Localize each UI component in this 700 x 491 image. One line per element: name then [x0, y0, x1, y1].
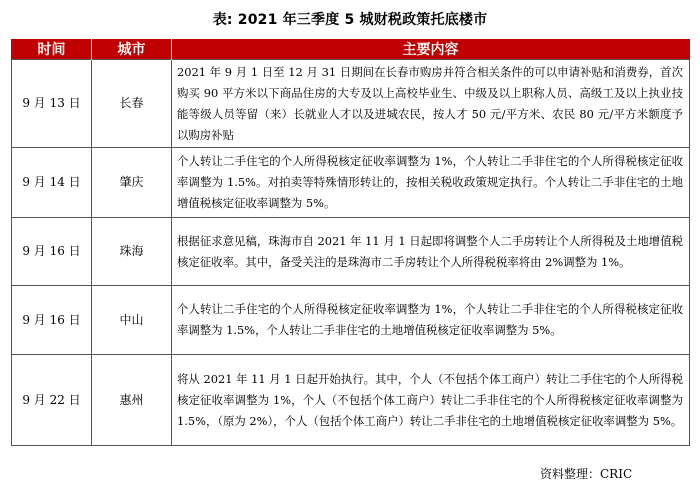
row-date: 9 月 16 日 [12, 218, 92, 286]
row-city: 珠海 [92, 218, 172, 286]
table-header-row [12, 39, 690, 60]
row-date: 9 月 22 日 [12, 355, 92, 446]
row-date: 9 月 14 日 [12, 148, 92, 218]
table-row [12, 218, 690, 286]
row-city: 肇庆 [92, 148, 172, 218]
table-row [12, 355, 690, 446]
source-note: 资料整理：CRIC [540, 467, 633, 481]
row-content: 2021 年 9 月 1 日至 12 月 31 日期间在长春市购房并符合相关条件的可以申请补贴和消费券，首次购买 90 平方米以下商品住房的大专及以上高校毕业生、中级及以上职称人员、高级工及以上执业技能等级人员等留（来）长就业人才以及进城农民，按人才 50 元/平方米、农民 80 元/平方米额度予以购房补贴 [172, 60, 690, 148]
row-city: 惠州 [92, 355, 172, 446]
row-city: 中山 [92, 286, 172, 355]
row-content: 个人转让二手住宅的个人所得税核定征收率调整为 1%，个人转让二手非住宅的个人所得税核定征收率调整为 1.5%。对拍卖等特殊情形转让的，按相关税收政策规定执行。个人转让二手非住宅的土地增值税核定征收率调整为 5%。 [172, 148, 690, 218]
policy-table [11, 39, 690, 446]
row-content: 个人转让二手住宅的个人所得税核定征收率调整为 1%，个人转让二手非住宅的个人所得税核定征收率调整为 1.5%，个人转让二手非住宅的土地增值税核定征收率调整为 5%。 [172, 286, 690, 355]
row-content: 将从 2021 年 11 月 1 日起开始执行。其中，个人（不包括个体工商户）转让二手住宅的个人所得税核定征收率调整为 1%，个人（不包括个体工商户）转让二手非住宅的个人所得税核定征收率调整为 1.5%，（原为 2%），个人（包括个体工商户）转让二手非住宅的土地增值税核定征收率调整为 5%。 [172, 355, 690, 446]
row-date: 9 月 13 日 [12, 60, 92, 148]
header-content: 主要内容 [172, 39, 690, 60]
table-row [12, 286, 690, 355]
table-title: 表: 2021 年三季度 5 城财税政策托底楼市 [212, 12, 488, 28]
table-row [12, 60, 690, 148]
row-date: 9 月 16 日 [12, 286, 92, 355]
row-content: 根据征求意见稿，珠海市自 2021 年 11 月 1 日起即将调整个人二手房转让个人所得税及土地增值税核定征收率。其中，备受关注的是珠海市二手房转让个人所得税税率将由 2%调整为 1%。 [172, 218, 690, 286]
table-row [12, 148, 690, 218]
row-city: 长春 [92, 60, 172, 148]
header-city: 城市 [92, 39, 172, 60]
header-time: 时间 [12, 39, 92, 60]
